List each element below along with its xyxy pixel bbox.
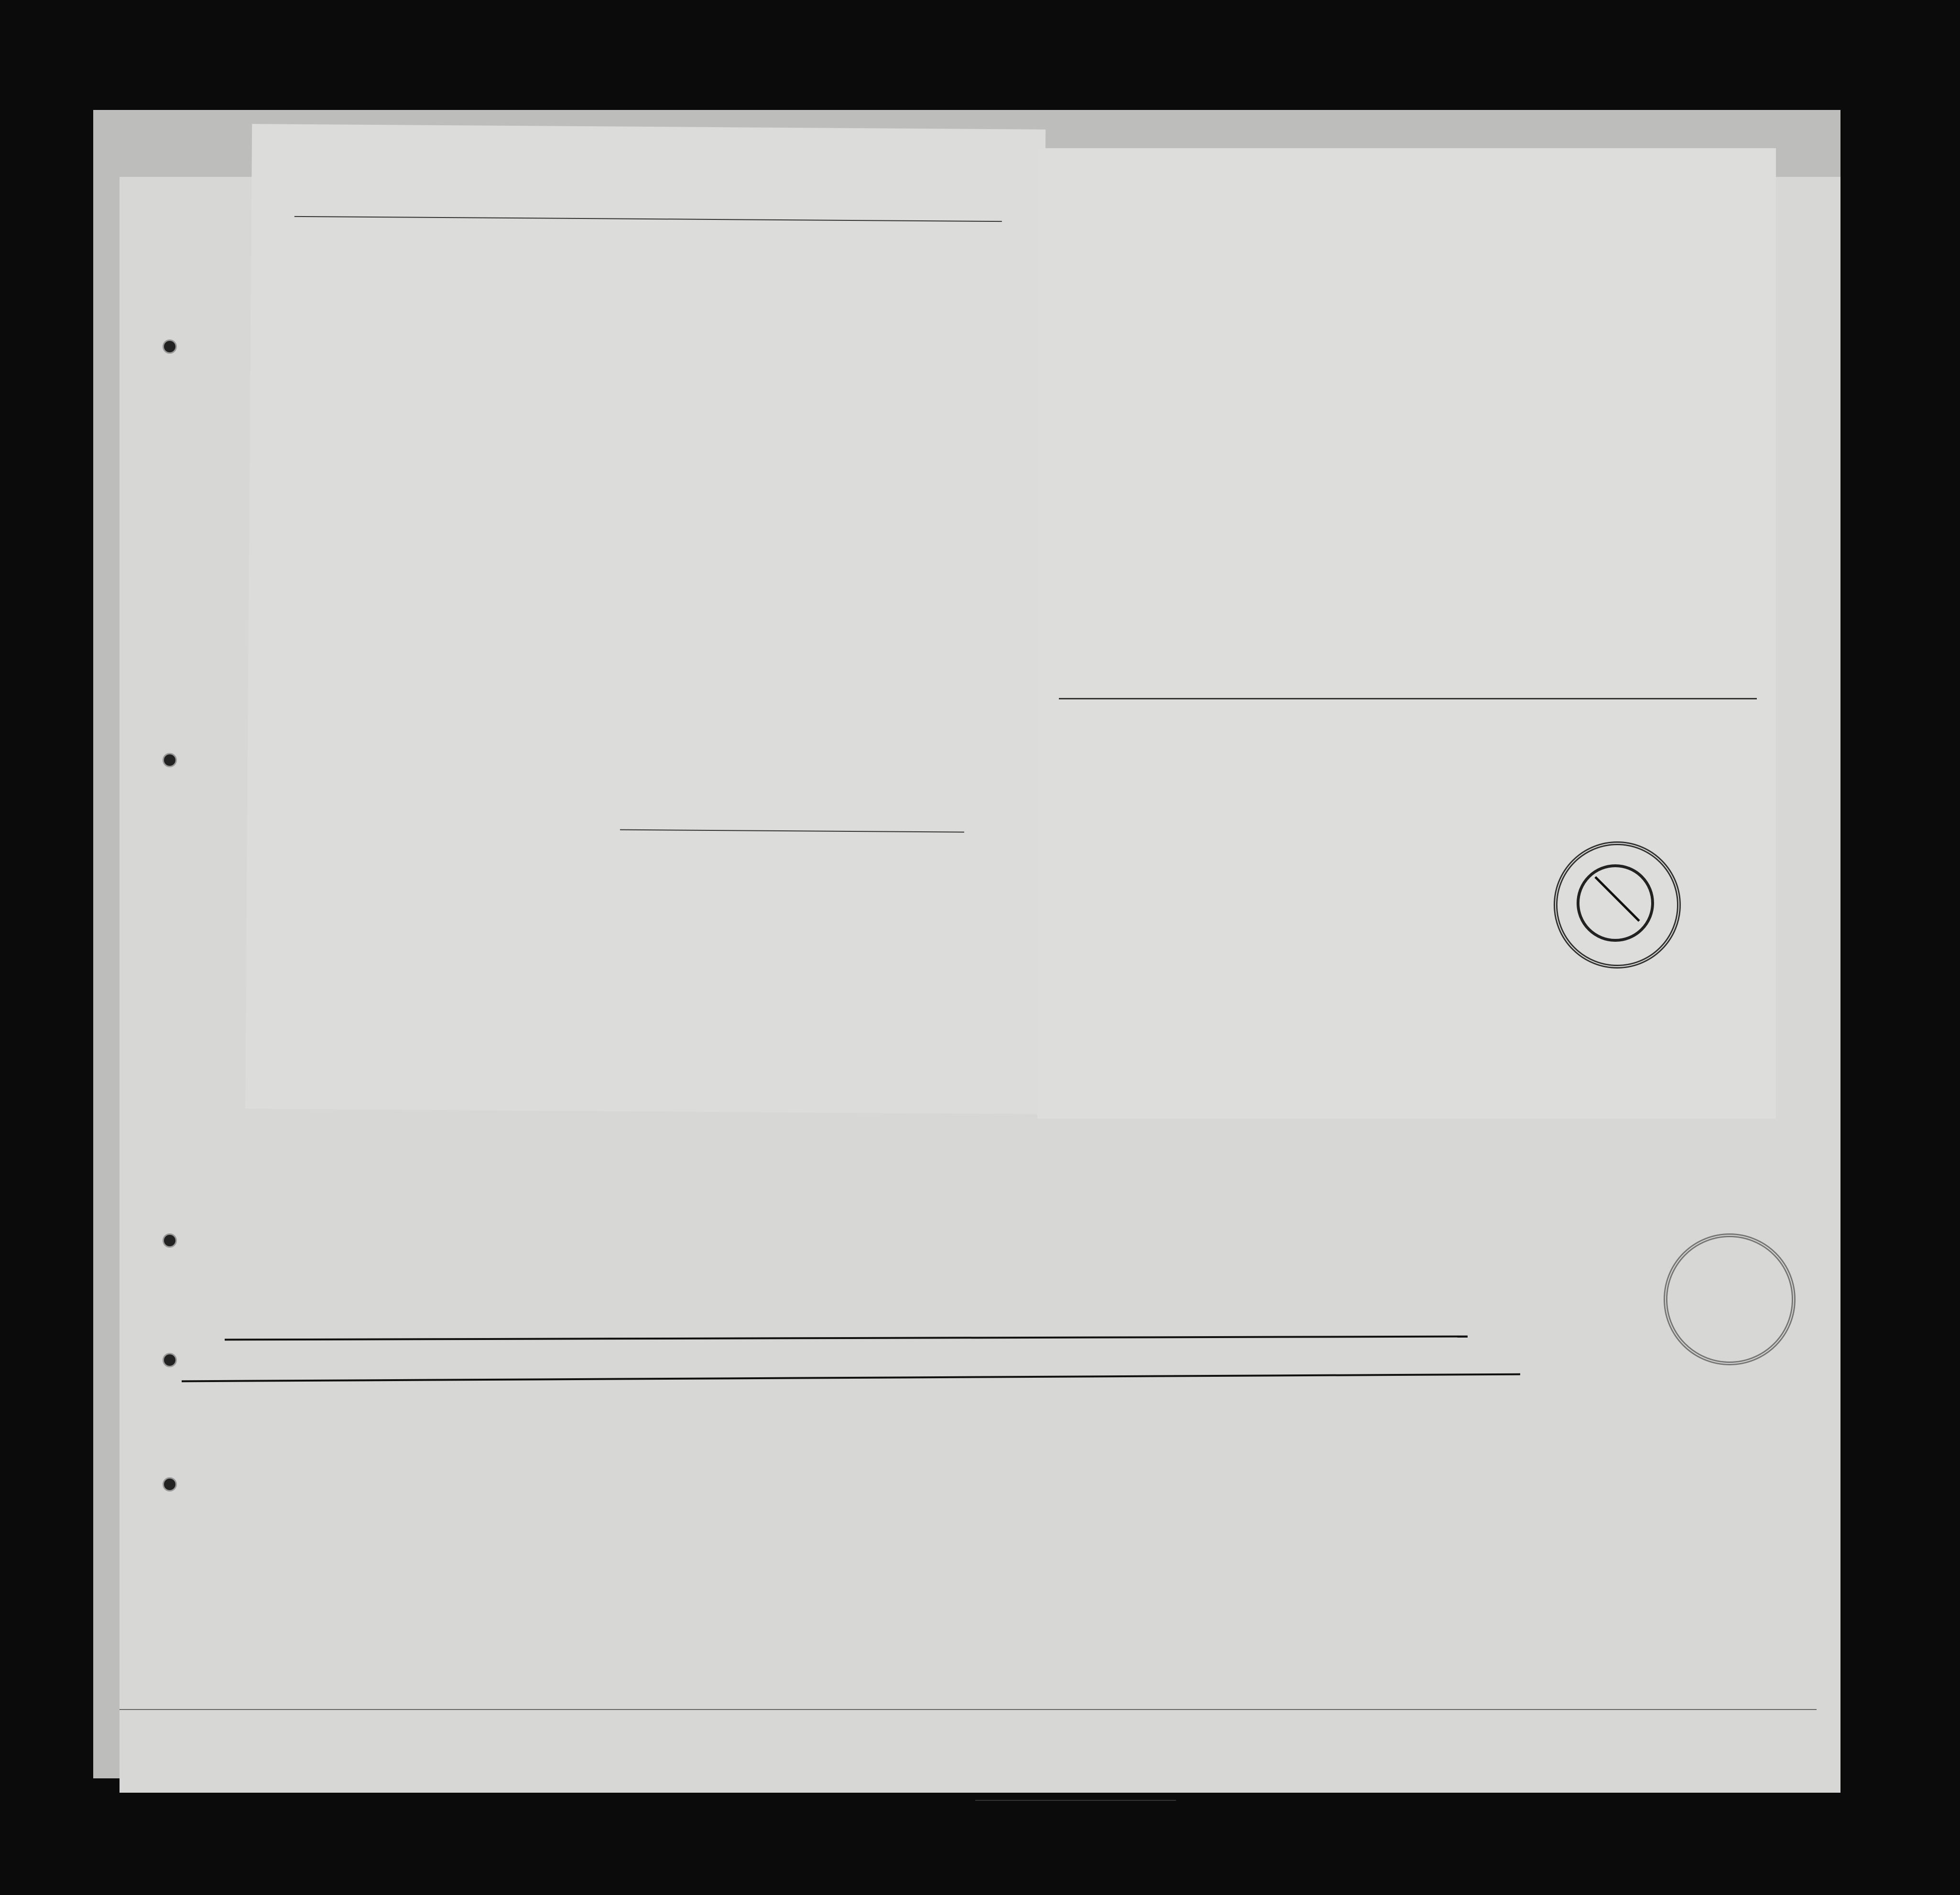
punch-hole: [163, 753, 177, 767]
punch-hole: [163, 339, 177, 354]
circular-office-stamp: [1554, 841, 1681, 969]
extract-text: [290, 870, 988, 875]
seamen-signed-on-sheet: [245, 124, 1045, 1114]
punch-hole: [163, 1477, 177, 1492]
footer-rule: [120, 1709, 1817, 1710]
deserting-header-rule: [1059, 698, 1757, 699]
stamp-inner-ring: [1577, 864, 1654, 942]
inspector-signature-line: [975, 1800, 1176, 1801]
punch-hole: [163, 1233, 177, 1248]
faint-circular-stamp: [1664, 1233, 1796, 1365]
header-rule: [294, 216, 1002, 222]
acknowledgement-text: [295, 722, 984, 727]
statement-of-master-sheet: [1037, 148, 1776, 1119]
punch-hole: [163, 1353, 177, 1367]
signature-line: [620, 829, 964, 833]
